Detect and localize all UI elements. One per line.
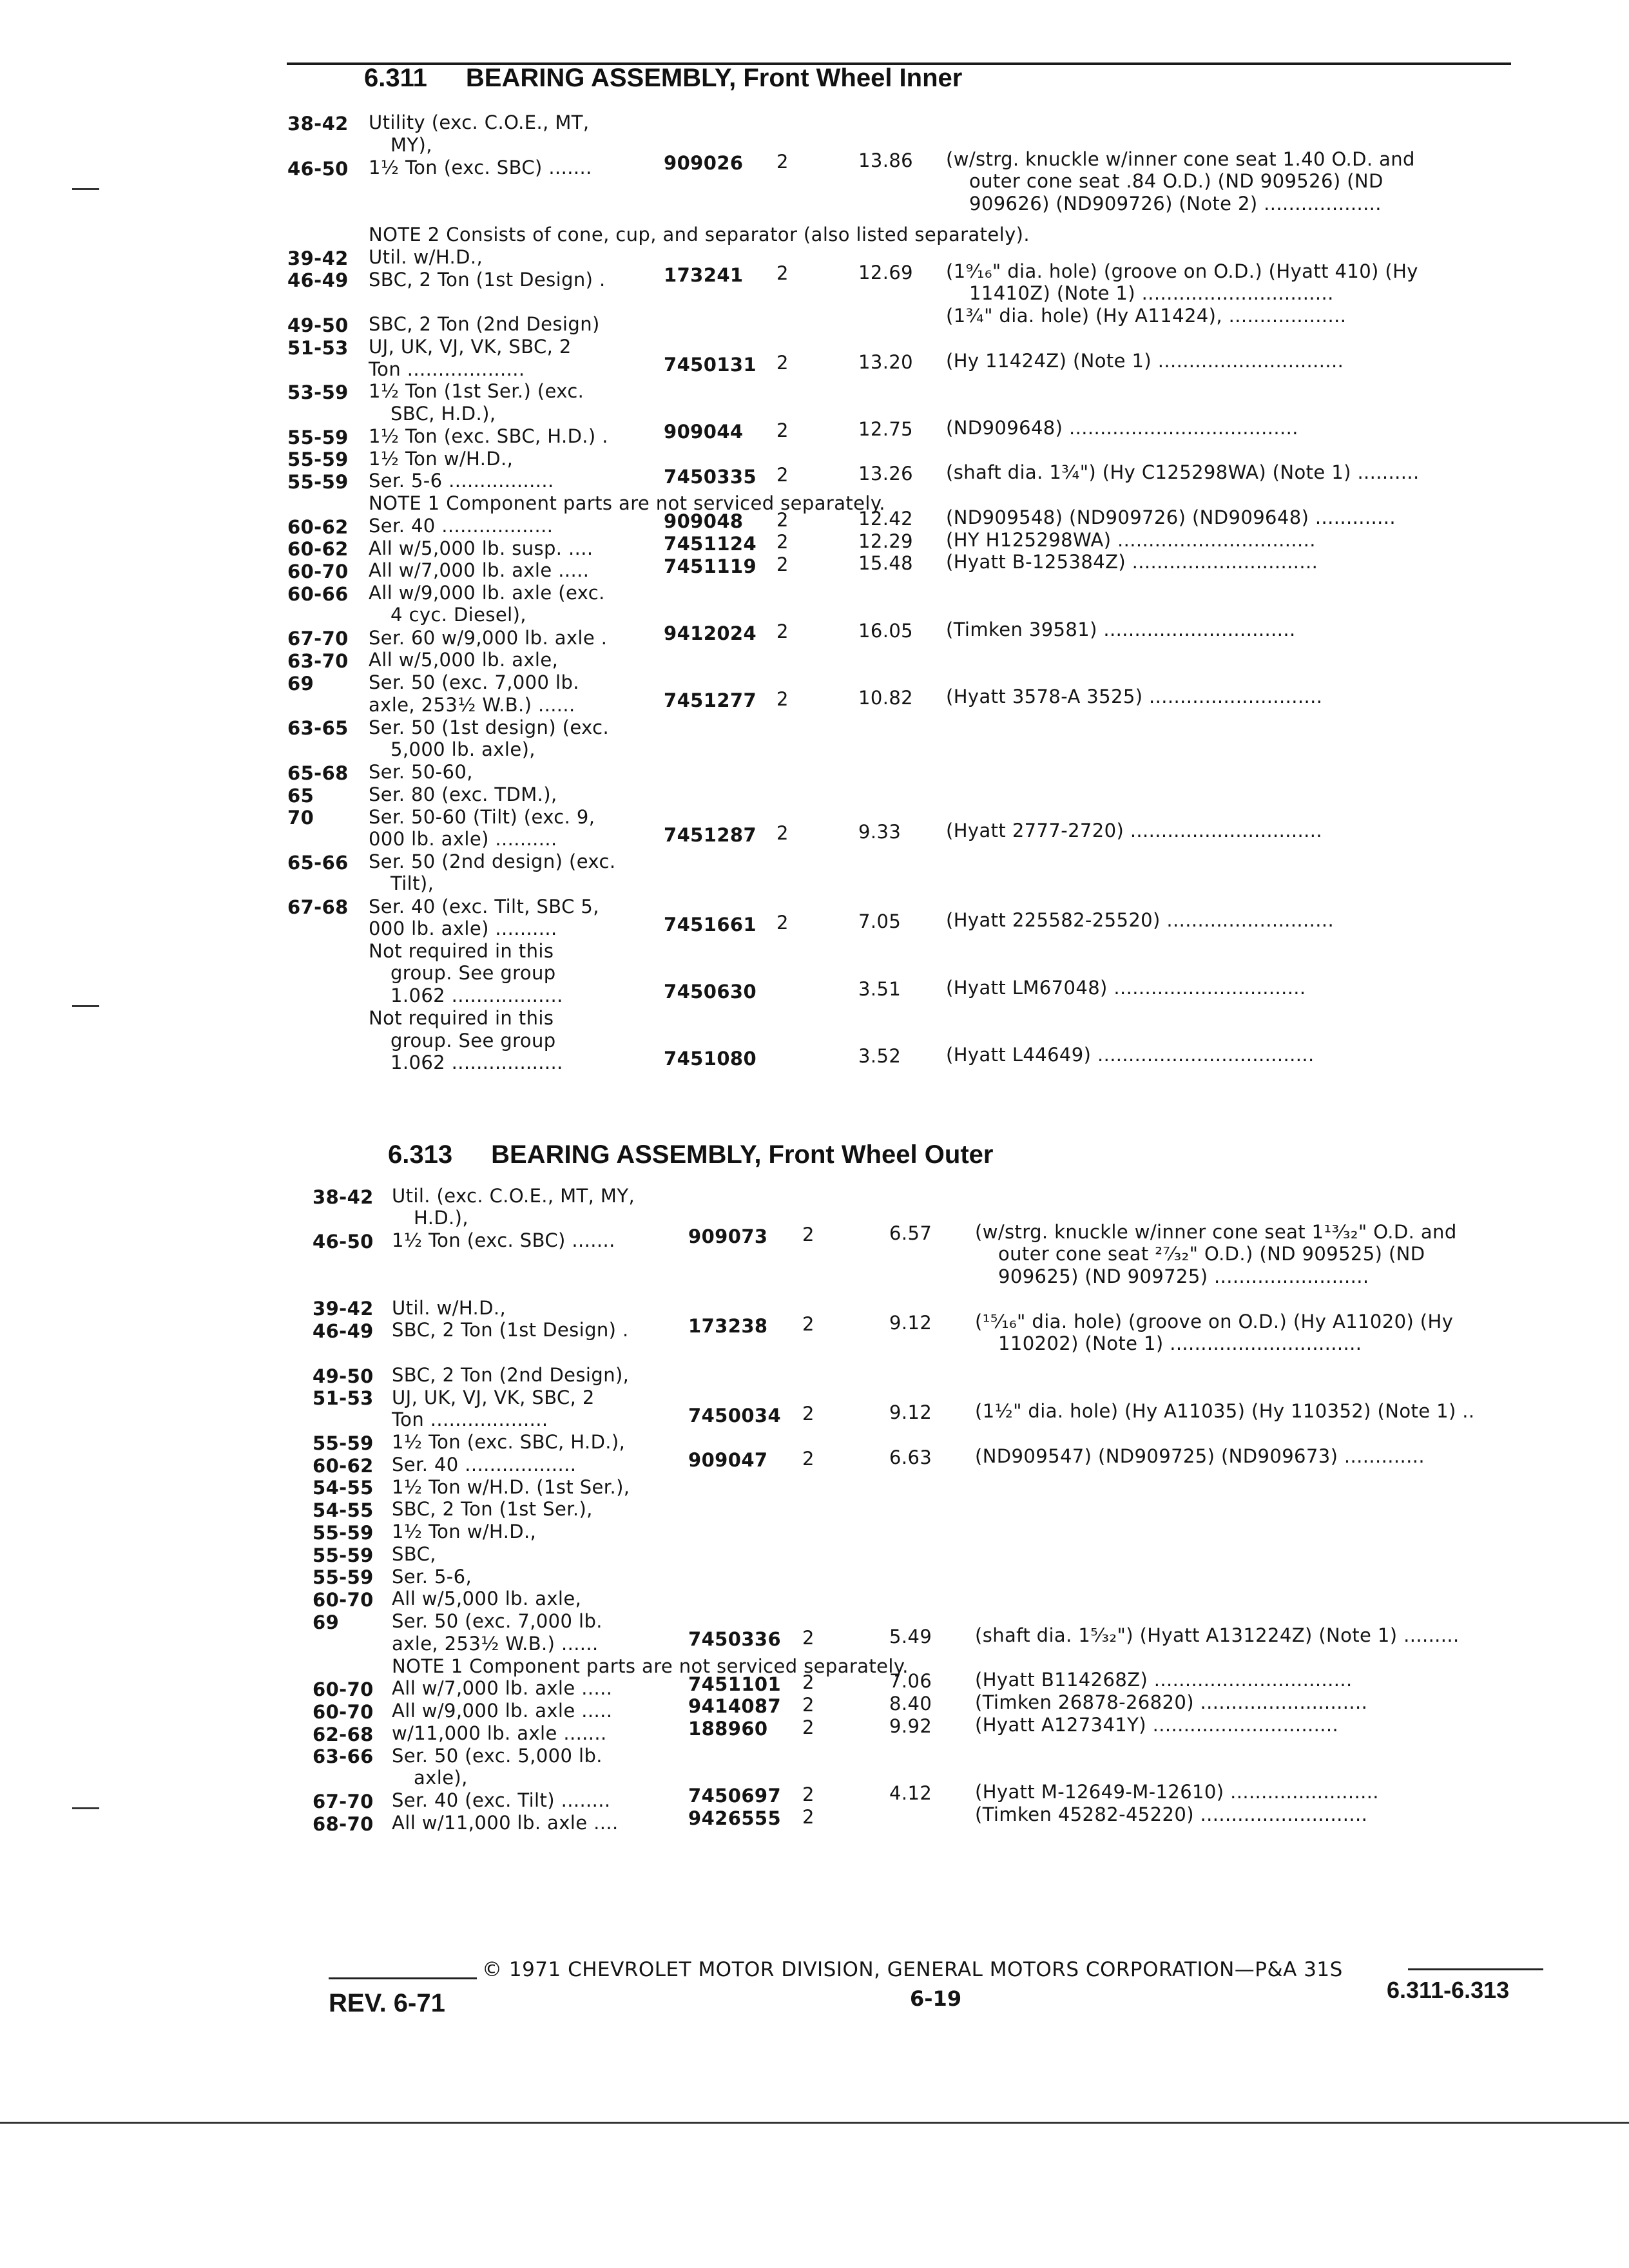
remarks: (w/strg. knuckle w/inner cone seat 1.40 O.D. and xyxy=(946,148,1415,170)
section-title: BEARING ASSEMBLY, Front Wheel Inner xyxy=(465,64,963,92)
price: 15.48 xyxy=(858,552,914,575)
catalog-line xyxy=(0,336,1629,360)
model-years: 65-66 xyxy=(287,851,349,874)
application: SBC, 2 Ton (1st Design) . xyxy=(369,268,606,291)
application: group. See group xyxy=(390,962,556,985)
remarks: 110202) (Note 1) ............................... xyxy=(998,1332,1362,1355)
application: Ser. 5-6, xyxy=(392,1565,472,1588)
catalog-line xyxy=(0,1043,1629,1076)
part-number: 7451277 xyxy=(664,689,757,712)
quantity: 2 xyxy=(776,912,789,934)
model-years: 55-59 xyxy=(313,1544,374,1566)
price: 9.12 xyxy=(889,1401,932,1423)
application: Ser. 80 (exc. TDM.), xyxy=(369,783,557,805)
price: 6.63 xyxy=(889,1446,932,1468)
catalog-line xyxy=(0,1365,1629,1388)
price: 10.82 xyxy=(858,686,914,709)
catalog-line xyxy=(0,528,1629,561)
model-years: 46-49 xyxy=(313,1320,374,1342)
remarks: (1¾" dia. hole) (Hy A11424), ................... xyxy=(946,305,1347,327)
bottom-rule xyxy=(0,2122,1629,2124)
model-years: 55-59 xyxy=(313,1432,374,1454)
catalog-line xyxy=(0,1656,1629,1679)
application: 1½ Ton w/H.D., xyxy=(392,1521,537,1542)
model-years: 60-62 xyxy=(287,538,349,561)
footer-copyright: © 1971 CHEVROLET MOTOR DIVISION, GENERAL MOTORS CORPORATION—P&A 31S xyxy=(482,1958,1343,1981)
part-number: 7451287 xyxy=(664,823,757,846)
quantity: 2 xyxy=(802,1403,815,1425)
application: All w/7,000 lb. axle ..... xyxy=(392,1677,613,1700)
application: Ser. 50 (1st design) (exc. xyxy=(369,716,610,738)
application: 4 cyc. Diesel), xyxy=(390,604,526,626)
part-number: 7450630 xyxy=(664,980,757,1003)
model-years: 60-70 xyxy=(287,561,349,583)
application: Not required in this xyxy=(369,1007,554,1030)
part-number: 9426555 xyxy=(688,1807,782,1829)
catalog-line xyxy=(0,461,1629,494)
application: group. See group xyxy=(390,1029,556,1052)
application: NOTE 2 Consists of cone, cup, and separator (also listed separately). xyxy=(369,224,1030,245)
price: 8.40 xyxy=(889,1692,932,1715)
remarks: (1½" dia. hole) (Hy A11035) (Hy 110352) (Note 1) .. xyxy=(975,1400,1475,1423)
catalog-line xyxy=(0,282,1629,314)
quantity: 2 xyxy=(802,1671,815,1693)
price: 12.75 xyxy=(858,418,914,440)
catalog-line xyxy=(0,896,1629,919)
catalog-line xyxy=(0,1332,1629,1365)
catalog-line xyxy=(0,112,1629,135)
quantity: 2 xyxy=(802,1313,815,1335)
application: UJ, UK, VJ, VK, SBC, 2 xyxy=(369,335,572,358)
remarks: (Hyatt 2777-2720) ............................... xyxy=(946,820,1322,842)
quantity: 2 xyxy=(776,531,789,553)
price: 16.05 xyxy=(858,619,914,642)
section-number: 6.313 xyxy=(388,1140,453,1169)
catalog-line xyxy=(0,1400,1629,1433)
application: All w/5,000 lb. axle, xyxy=(369,649,559,671)
application: Tilt), xyxy=(390,872,434,895)
model-years: 46-50 xyxy=(313,1231,374,1253)
quantity: 2 xyxy=(802,1716,815,1738)
application: Util. (exc. C.O.E., MT, MY, xyxy=(392,1184,635,1207)
catalog-line xyxy=(0,806,1629,829)
price: 9.92 xyxy=(889,1715,932,1737)
application: All w/9,000 lb. axle (exc. xyxy=(369,582,605,604)
model-years: 69 xyxy=(287,672,314,695)
application: Ser. 60 w/9,000 lb. axle . xyxy=(369,626,608,649)
catalog-line xyxy=(0,1624,1629,1657)
remarks: (Hyatt 225582-25520) ........................... xyxy=(946,909,1335,932)
model-years: 39-42 xyxy=(287,247,349,269)
quantity: 2 xyxy=(776,822,789,845)
application: Util. w/H.D., xyxy=(369,245,483,268)
catalog-line xyxy=(0,1521,1629,1544)
model-years: 39-42 xyxy=(313,1298,374,1320)
application: SBC, 2 Ton (1st Design) . xyxy=(392,1319,629,1341)
model-years: 67-70 xyxy=(287,628,349,650)
catalog-line xyxy=(0,1499,1629,1523)
price: 3.52 xyxy=(858,1044,901,1067)
application: Ser. 40 .................. xyxy=(369,514,554,537)
price: 7.05 xyxy=(858,910,901,933)
catalog-line xyxy=(0,1589,1629,1612)
catalog-line xyxy=(0,909,1629,941)
application: Ser. 40 (exc. Tilt) ........ xyxy=(392,1789,611,1811)
quantity: 2 xyxy=(802,1805,815,1828)
catalog-line xyxy=(0,1745,1629,1769)
model-years: 65 xyxy=(287,784,314,807)
part-number: 173238 xyxy=(688,1314,768,1337)
catalog-line xyxy=(0,1780,1629,1813)
application: Ser. 50-60, xyxy=(369,761,473,783)
application: MY), xyxy=(390,133,432,156)
catalog-line xyxy=(0,820,1629,852)
part-number: 9414087 xyxy=(688,1695,782,1718)
remarks: (Hyatt A127341Y) .............................. xyxy=(975,1713,1339,1736)
footer-page-number: 6-19 xyxy=(910,1986,962,2011)
model-years: 49-50 xyxy=(287,314,349,336)
model-years: 38-42 xyxy=(313,1186,374,1208)
application: Ser. 5-6 ................. xyxy=(369,470,554,492)
quantity: 2 xyxy=(802,1447,815,1470)
application: 000 lb. axle) .......... xyxy=(369,828,557,850)
quantity: 2 xyxy=(776,262,789,285)
remarks: (Timken 45282-45220) ........................... xyxy=(975,1803,1368,1825)
catalog-line xyxy=(0,224,1629,247)
quantity: 2 xyxy=(776,687,789,710)
application: All w/5,000 lb. susp. .... xyxy=(369,537,593,559)
price: 7.06 xyxy=(889,1670,932,1692)
application: All w/7,000 lb. axle ..... xyxy=(369,559,590,582)
remarks: (Hyatt LM67048) ............................... xyxy=(946,976,1306,999)
part-number: 909026 xyxy=(664,152,744,175)
application: All w/9,000 lb. axle ..... xyxy=(392,1700,613,1722)
application: axle, 253½ W.B.) ...... xyxy=(392,1632,599,1655)
remarks: (Hyatt 3578-A 3525) ............................ xyxy=(946,685,1323,707)
application: axle), xyxy=(414,1766,468,1789)
model-years: 53-59 xyxy=(287,381,349,404)
quantity: 2 xyxy=(802,1626,815,1649)
remarks: 909626) (ND909726) (Note 2) ................... xyxy=(969,192,1382,215)
remarks: 909625) (ND 909725) ......................... xyxy=(998,1265,1369,1288)
quantity: 2 xyxy=(802,1224,815,1245)
application: H.D.), xyxy=(414,1207,468,1229)
model-years: 68-70 xyxy=(313,1812,374,1835)
application: Utility (exc. C.O.E., MT, xyxy=(369,111,590,134)
application: All w/5,000 lb. axle, xyxy=(392,1588,582,1610)
catalog-line xyxy=(0,1311,1629,1343)
application: SBC, 2 Ton (2nd Design), xyxy=(392,1363,630,1386)
application: axle, 253½ W.B.) ...... xyxy=(369,693,575,716)
model-years: 60-62 xyxy=(313,1454,374,1477)
catalog-line xyxy=(0,192,1629,225)
quantity: 2 xyxy=(802,1783,815,1805)
model-years: 60-66 xyxy=(287,582,349,605)
footer-section-range: 6.311-6.313 xyxy=(1387,1977,1510,2003)
application: Ton ................... xyxy=(392,1408,548,1431)
remarks: (w/strg. knuckle w/inner cone seat 1¹³⁄₃₂" O.D. and xyxy=(975,1221,1457,1244)
remarks: outer cone seat .84 O.D.) (ND 909526) (ND xyxy=(969,170,1383,192)
part-number: 7451080 xyxy=(664,1048,757,1070)
footer-rule-right xyxy=(1408,1968,1543,1970)
catalog-line xyxy=(0,649,1629,673)
application: w/11,000 lb. axle ....... xyxy=(392,1722,607,1744)
part-number: 7450697 xyxy=(688,1785,782,1807)
catalog-line xyxy=(0,963,1629,986)
catalog-line xyxy=(0,1713,1629,1746)
catalog-line xyxy=(0,1477,1629,1500)
application: 000 lb. axle) .......... xyxy=(369,918,557,940)
model-years: 54-55 xyxy=(313,1477,374,1499)
part-number: 7451101 xyxy=(688,1673,782,1695)
model-years: 46-50 xyxy=(287,157,349,180)
model-years: 60-70 xyxy=(313,1700,374,1723)
model-years: 63-66 xyxy=(313,1745,374,1768)
model-years: 70 xyxy=(287,807,314,829)
catalog-line xyxy=(0,1803,1629,1836)
catalog-line xyxy=(0,1544,1629,1567)
model-years: 60-70 xyxy=(313,1589,374,1611)
price: 6.57 xyxy=(889,1222,932,1244)
model-years: 69 xyxy=(313,1611,340,1633)
catalog-line xyxy=(0,618,1629,650)
catalog-line xyxy=(0,1008,1629,1031)
catalog-line xyxy=(0,784,1629,807)
catalog-line xyxy=(0,1768,1629,1791)
model-years: 55-59 xyxy=(313,1521,374,1544)
part-number: 7450034 xyxy=(688,1404,782,1427)
model-years: 49-50 xyxy=(313,1365,374,1387)
price: 12.29 xyxy=(858,530,914,552)
application: Ser. 50 (exc. 7,000 lb. xyxy=(392,1610,602,1632)
part-number: 7450336 xyxy=(688,1628,782,1650)
remarks: (ND909548) (ND909726) (ND909648) ............. xyxy=(946,506,1396,528)
application: NOTE 1 Component parts are not serviced separately. xyxy=(392,1655,909,1677)
part-number: 7451124 xyxy=(664,532,757,555)
catalog-line xyxy=(0,672,1629,695)
price: 5.49 xyxy=(889,1625,932,1648)
application: SBC, 2 Ton (1st Ser.), xyxy=(392,1498,593,1521)
application: Ser. 50 (2nd design) (exc. xyxy=(369,850,616,872)
catalog-line xyxy=(0,874,1629,897)
part-number: 909044 xyxy=(664,421,744,443)
quantity: 2 xyxy=(776,150,789,173)
remarks: (HY H125298WA) ................................ xyxy=(946,528,1316,551)
application: 5,000 lb. axle), xyxy=(390,738,535,760)
catalog-line xyxy=(0,941,1629,964)
application: Util. w/H.D., xyxy=(392,1296,506,1319)
catalog-line xyxy=(0,506,1629,539)
application: UJ, UK, VJ, VK, SBC, 2 xyxy=(392,1386,595,1408)
part-number: 188960 xyxy=(688,1718,768,1740)
catalog-line xyxy=(0,685,1629,718)
remarks: (ND909648) ..................................... xyxy=(946,416,1298,439)
model-years: 38-42 xyxy=(287,113,349,135)
catalog-line xyxy=(0,349,1629,381)
catalog-line xyxy=(0,716,1629,740)
catalog-line xyxy=(0,260,1629,292)
remarks: (Timken 26878-26820) ........................... xyxy=(975,1691,1368,1713)
application: SBC, 2 Ton (2nd Design) xyxy=(369,313,600,335)
application: 1½ Ton (exc. SBC) ....... xyxy=(369,156,592,178)
quantity: 2 xyxy=(802,1693,815,1716)
quantity: 2 xyxy=(776,352,789,374)
model-years: 55-59 xyxy=(287,471,349,494)
application: Not required in this xyxy=(369,940,554,962)
section-header xyxy=(364,62,962,93)
price: 9.33 xyxy=(858,821,901,843)
remarks: (Hyatt B114268Z) ................................ xyxy=(975,1669,1353,1691)
catalog-line xyxy=(0,1566,1629,1590)
catalog-line xyxy=(0,1265,1629,1298)
model-years: 60-70 xyxy=(313,1678,374,1700)
model-years: 55-59 xyxy=(313,1566,374,1589)
model-years: 51-53 xyxy=(287,336,349,359)
model-years: 65-68 xyxy=(287,762,349,784)
price: 9.12 xyxy=(889,1312,932,1334)
model-years: 67-70 xyxy=(313,1790,374,1812)
catalog-line xyxy=(0,1030,1629,1053)
price: 13.26 xyxy=(858,463,914,485)
part-number: 173241 xyxy=(664,264,744,286)
part-number: 7451119 xyxy=(664,555,757,577)
application: Ser. 40 (exc. Tilt, SBC 5, xyxy=(369,895,599,918)
application: All w/11,000 lb. axle .... xyxy=(392,1811,619,1834)
application: NOTE 1 Component parts are not serviced separately. xyxy=(369,492,885,514)
price: 13.86 xyxy=(858,149,914,171)
quantity: 2 xyxy=(776,419,789,441)
application: Ton ................... xyxy=(369,358,525,380)
model-years: 62-68 xyxy=(313,1723,374,1745)
application: Ser. 50 (exc. 7,000 lb. xyxy=(369,671,579,693)
quantity: 2 xyxy=(776,553,789,576)
price: 13.20 xyxy=(858,351,914,373)
catalog-line xyxy=(0,1669,1629,1702)
part-number: 7451661 xyxy=(664,913,757,936)
model-years: 54-55 xyxy=(313,1499,374,1521)
catalog-line xyxy=(0,551,1629,583)
catalog-line xyxy=(0,1186,1629,1209)
remarks: (1⁹⁄₁₆" dia. hole) (groove on O.D.) (Hyatt 410) (Hy xyxy=(946,260,1418,282)
model-years: 63-65 xyxy=(287,717,349,740)
part-number: 909073 xyxy=(688,1225,768,1247)
catalog-line xyxy=(0,381,1629,404)
catalog-line xyxy=(0,170,1629,202)
footer-rule-left xyxy=(329,1977,477,1979)
remarks: outer cone seat ²⁷⁄₃₂" O.D.) (ND 909525) (ND xyxy=(998,1243,1425,1265)
application: 1.062 .................. xyxy=(390,985,563,1006)
catalog-line xyxy=(0,1691,1629,1724)
catalog-line xyxy=(0,403,1629,427)
application: Ser. 50 (exc. 5,000 lb. xyxy=(392,1744,602,1767)
application: 1½ Ton w/H.D., xyxy=(369,447,514,470)
part-number: 7450131 xyxy=(664,353,757,376)
model-years: 60-62 xyxy=(287,515,349,538)
footer-revision: REV. 6-71 xyxy=(329,1989,445,2017)
remarks: (Timken 39581) ............................... xyxy=(946,618,1296,640)
application: 1½ Ton (exc. SBC, H.D.) . xyxy=(369,425,608,447)
remarks: (Hy 11424Z) (Note 1) .............................. xyxy=(946,349,1344,372)
quantity: 2 xyxy=(776,464,789,486)
application: 1½ Ton (exc. SBC, H.D.), xyxy=(392,1431,626,1453)
section-header xyxy=(388,1139,993,1170)
model-years: 63-70 xyxy=(287,650,349,673)
remarks: (ND909547) (ND909725) (ND909673) ............. xyxy=(975,1445,1425,1467)
catalog-line xyxy=(0,148,1629,180)
price: 4.12 xyxy=(889,1782,932,1804)
catalog-line xyxy=(0,582,1629,606)
remarks: (shaft dia. 1¾") (Hy C125298WA) (Note 1) .......... xyxy=(946,461,1420,484)
model-years: 51-53 xyxy=(313,1387,374,1410)
application: Ser. 50-60 (Tilt) (exc. 9, xyxy=(369,805,595,828)
remarks: (shaft dia. 1⁵⁄₃₂") (Hyatt A131224Z) (Note 1) ......... xyxy=(975,1624,1460,1646)
price: 12.69 xyxy=(858,261,914,284)
catalog-line xyxy=(0,305,1629,337)
remarks: (¹⁵⁄₁₆" dia. hole) (groove on O.D.) (Hy A11020) (Hy xyxy=(975,1311,1454,1333)
catalog-line xyxy=(0,1243,1629,1276)
price: 12.42 xyxy=(858,507,914,530)
model-years: 55-59 xyxy=(287,448,349,471)
model-years: 46-49 xyxy=(287,269,349,292)
application: 1½ Ton (1st Ser.) (exc. xyxy=(369,380,584,403)
remarks: 11410Z) (Note 1) ............................... xyxy=(969,282,1334,304)
catalog-line xyxy=(0,416,1629,449)
quantity: 2 xyxy=(776,508,789,531)
model-years: 55-59 xyxy=(287,426,349,448)
model-years: 67-68 xyxy=(287,896,349,919)
application: SBC, xyxy=(392,1542,436,1565)
application: 1½ Ton (exc. SBC) ....... xyxy=(392,1229,615,1252)
quantity: 2 xyxy=(776,620,789,643)
section-title: BEARING ASSEMBLY, Front Wheel Outer xyxy=(491,1140,994,1169)
remarks: (Hyatt B-125384Z) .............................. xyxy=(946,551,1318,573)
price: 3.51 xyxy=(858,977,901,1000)
part-number: 9412024 xyxy=(664,622,757,644)
catalog-line xyxy=(0,976,1629,1008)
section-number: 6.311 xyxy=(364,64,427,92)
application: SBC, H.D.), xyxy=(390,402,496,425)
catalog-line xyxy=(0,762,1629,785)
application: Ser. 40 .................. xyxy=(392,1453,577,1475)
part-number: 909048 xyxy=(664,510,744,533)
catalog-line xyxy=(0,739,1629,762)
catalog-line xyxy=(0,851,1629,874)
catalog-line xyxy=(0,1445,1629,1477)
remarks: (Hyatt M-12649-M-12610) ........................ xyxy=(975,1780,1379,1803)
application: 1½ Ton w/H.D. (1st Ser.), xyxy=(392,1475,630,1498)
part-number: 7450335 xyxy=(664,465,757,488)
application: 1.062 .................. xyxy=(390,1052,563,1074)
part-number: 909047 xyxy=(688,1449,768,1471)
remarks: (Hyatt L44649) ................................... xyxy=(946,1043,1315,1066)
catalog-line xyxy=(0,605,1629,628)
